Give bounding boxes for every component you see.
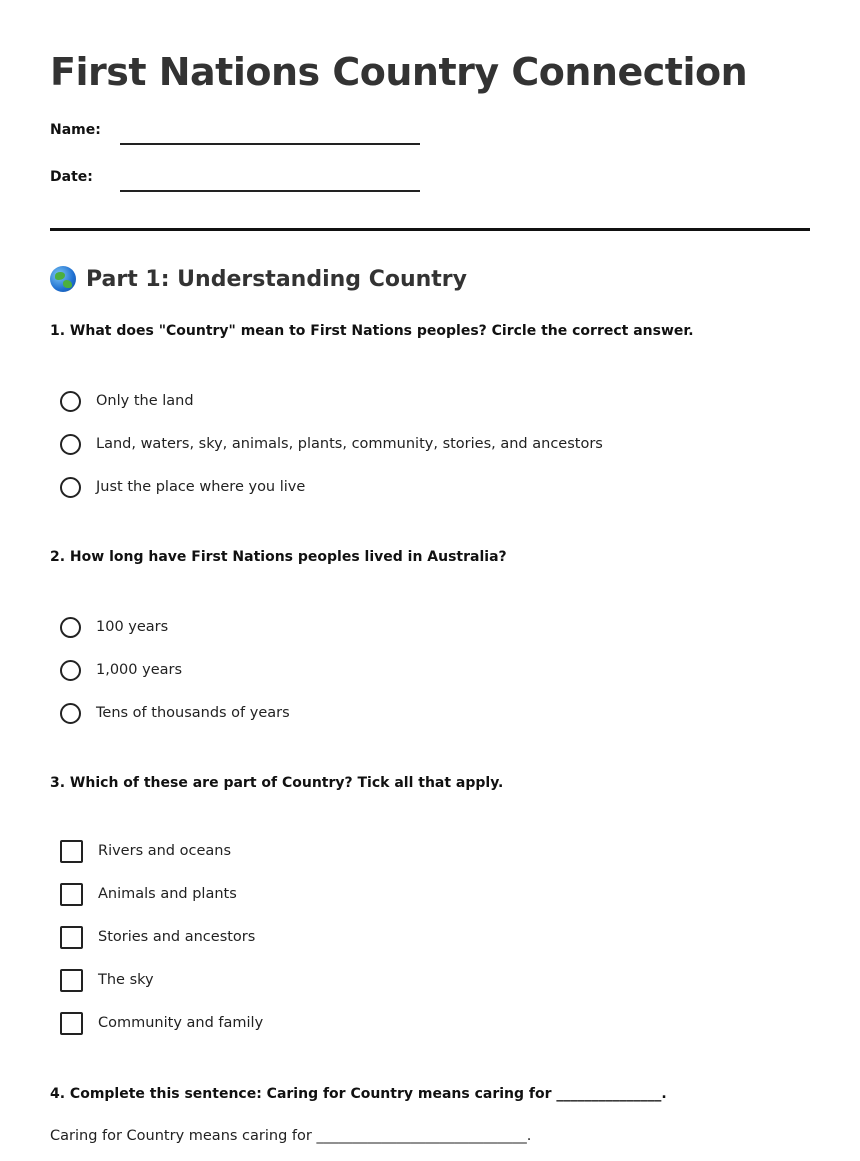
question-3: 3. Which of these are part of Country? Tick all that apply. [50,775,504,791]
checkbox[interactable] [60,969,83,992]
option-label: Community and family [98,1015,264,1031]
question-1: 1. What does "Country" mean to First Nations peoples? Circle the correct answer. [50,323,694,339]
option-label: Animals and plants [98,886,237,902]
question-2: 2. How long have First Nations peoples lived in Australia? [50,549,507,565]
radio-button[interactable] [60,617,81,638]
question-4: 4. Complete this sentence: Caring for Country means caring for _______________. [50,1086,667,1102]
part1-heading [50,266,467,292]
option-label: 100 years [96,619,169,635]
radio-button[interactable] [60,703,81,724]
q2-option-3[interactable] [60,700,290,726]
part1-title: Part 1: Understanding Country [86,266,467,292]
q2-option-2[interactable] [60,657,182,683]
q1-option-1[interactable] [60,388,194,414]
checkbox[interactable] [60,883,83,906]
checkbox[interactable] [60,926,83,949]
q2-option-1[interactable] [60,614,168,640]
fill-in-sentence[interactable]: Caring for Country means caring for _____________________________. [50,1128,532,1144]
q1-option-2[interactable] [60,431,603,457]
radio-button[interactable] [60,391,81,412]
q3-option-5[interactable] [60,1010,263,1036]
name-label: Name: [50,122,101,138]
option-label: Only the land [96,393,194,409]
date-input-line[interactable] [120,190,420,192]
q3-option-4[interactable] [60,967,154,993]
radio-button[interactable] [60,660,81,681]
q1-option-3[interactable] [60,474,305,500]
option-label: Tens of thousands of years [96,705,290,721]
q3-option-3[interactable] [60,924,255,950]
date-label: Date: [50,169,93,185]
option-label: Land, waters, sky, animals, plants, community, stories, and ancestors [96,436,603,452]
checkbox[interactable] [60,1012,83,1035]
name-input-line[interactable] [120,143,420,145]
option-label: Rivers and oceans [98,843,232,859]
option-label: 1,000 years [96,662,183,678]
header-divider [50,228,810,231]
q3-option-1[interactable] [60,838,231,864]
radio-button[interactable] [60,477,81,498]
page-title: First Nations Country Connection [50,50,748,94]
checkbox[interactable] [60,840,83,863]
globe-icon [50,266,76,292]
name-field [50,122,470,152]
option-label: Just the place where you live [96,479,306,495]
option-label: The sky [98,972,154,988]
date-field [50,169,470,199]
radio-button[interactable] [60,434,81,455]
option-label: Stories and ancestors [98,929,256,945]
q3-option-2[interactable] [60,881,237,907]
